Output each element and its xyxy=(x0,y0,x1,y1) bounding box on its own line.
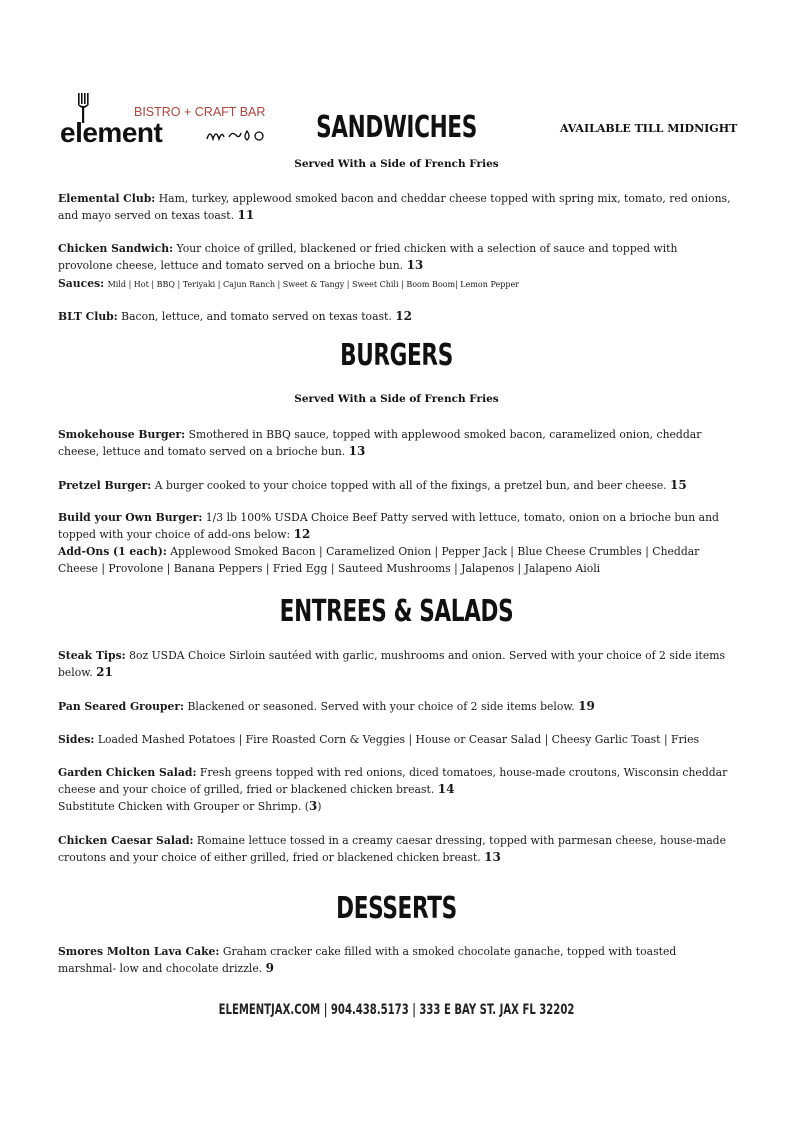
sides-list: Loaded Mashed Potatoes | Fire Roasted Corn & Veggies | House or Ceasar Salad | Cheesy Garlic Toast | Fries xyxy=(97,733,700,746)
item-description: Blackened or seasoned. Served with your choice of 2 side items below. xyxy=(187,700,575,713)
item-name: Pretzel Burger: xyxy=(58,479,152,492)
item-price: 19 xyxy=(578,699,595,713)
menu-item-smores-lava-cake xyxy=(58,943,733,977)
item-price: 13 xyxy=(484,850,501,864)
item-price: 13 xyxy=(406,258,424,272)
item-price: 9 xyxy=(265,961,274,975)
menu-item-pretzel-burger xyxy=(58,477,733,494)
menu-item-build-your-own-burger xyxy=(58,509,733,543)
item-name: Elemental Club: xyxy=(58,192,156,205)
addons-list: Applewood Smoked Bacon | Caramelized Onion | Pepper Jack | Blue Cheese Crumbles | Cheddar Cheese | Provolone | Banana Peppers | Fried Egg | Sauteed Mushrooms | Jalapenos | Jalapeno Aioli xyxy=(58,545,700,575)
item-description: Smothered in BBQ sauce, topped with applewood smoked bacon, caramelized onion, cheddar cheese, lettuce and tomato served on a brioche bun. xyxy=(58,428,702,458)
addons-line xyxy=(58,543,733,577)
item-price: 14 xyxy=(437,782,455,796)
substitute-note xyxy=(58,798,733,815)
sandwiches-title: SANDWICHES xyxy=(316,110,477,145)
item-description: 8oz USDA Choice Sirloin sautéed with garlic, mushrooms and onion. Served with your choice of 2 side items below. xyxy=(58,649,726,679)
substitute-text: Substitute Chicken with Grouper or Shrimp. ( xyxy=(58,800,309,813)
sides-label: Sides: xyxy=(58,733,95,746)
item-description: 1/3 lb 100% USDA Choice Beef Patty served with lettuce, tomato, onion on a brioche bun and topped with your choice of add-ons below: xyxy=(58,511,719,541)
item-description: Fresh greens topped with red onions, diced tomatoes, house-made croutons, Wisconsin cheddar cheese and your choice of grilled, fried or blackened chicken breast. xyxy=(58,766,728,796)
item-description: Bacon, lettuce, and tomato served on texas toast. xyxy=(121,310,392,323)
sauces-list: Mild | Hot | BBQ | Teriyaki | Cajun Ranch | Sweet & Tangy | Sweet Chili | Boom Boom| Lemon Pepper xyxy=(107,280,520,289)
item-price: 12 xyxy=(293,527,311,541)
item-price: 11 xyxy=(237,208,255,222)
footer-contact: ELEMENTJAX.COM | 904.438.5173 | 333 E BAY ST. JAX FL 32202 xyxy=(218,1002,575,1018)
item-name: Smores Molton Lava Cake: xyxy=(58,945,220,958)
menu-item-steak-tips xyxy=(58,647,733,681)
availability-note: AVAILABLE TILL MIDNIGHT xyxy=(560,122,738,135)
sauces-label: Sauces: xyxy=(58,277,105,290)
item-description: Ham, turkey, applewood smoked bacon and cheddar cheese topped with spring mix, tomato, red onions, and mayo served on texas toast. xyxy=(58,192,731,222)
sides-line xyxy=(58,731,733,748)
substitute-close: ) xyxy=(317,800,322,813)
item-price: 13 xyxy=(348,444,366,458)
item-name: BLT Club: xyxy=(58,310,118,323)
item-name: Smokehouse Burger: xyxy=(58,428,186,441)
menu-item-pan-seared-grouper xyxy=(58,698,733,715)
item-name: Garden Chicken Salad: xyxy=(58,766,197,779)
menu-item-blt-club xyxy=(58,308,733,325)
entrees-title: ENTREES & SALADS xyxy=(279,594,514,629)
item-name: Chicken Caesar Salad: xyxy=(58,834,194,847)
logo-wordmark: element xyxy=(60,117,163,148)
logo-tagline: BISTRO + CRAFT BAR xyxy=(134,105,266,119)
item-price: 21 xyxy=(96,665,113,679)
item-name: Steak Tips: xyxy=(58,649,126,662)
sandwiches-subtitle: Served With a Side of French Fries xyxy=(294,158,499,170)
menu-item-garden-chicken-salad xyxy=(58,764,733,798)
burgers-subtitle: Served With a Side of French Fries xyxy=(294,393,499,405)
item-description: Romaine lettuce tossed in a creamy caesar dressing, topped with parmesan cheese, house-made croutons and your choice of either grilled, fried or blackened chicken breast. xyxy=(58,834,726,864)
item-description: Your choice of grilled, blackened or fried chicken with a selection of sauce and topped with provolone cheese, lettuce and tomato served on a brioche bun. xyxy=(58,242,678,272)
menu-item-chicken-caesar-salad xyxy=(58,832,733,866)
item-name: Chicken Sandwich: xyxy=(58,242,174,255)
desserts-title: DESSERTS xyxy=(336,891,457,926)
burgers-title: BURGERS xyxy=(340,338,453,373)
menu-item-chicken-sandwich xyxy=(58,240,733,274)
item-name: Build your Own Burger: xyxy=(58,511,203,524)
item-name: Pan Seared Grouper: xyxy=(58,700,185,713)
addons-label: Add-Ons (1 each): xyxy=(58,545,167,558)
item-description: A burger cooked to your choice topped with all of the fixings, a pretzel bun, and beer cheese. xyxy=(154,479,667,492)
menu-item-elemental-club xyxy=(58,190,733,224)
menu-item-smokehouse-burger xyxy=(58,426,733,460)
item-description: Graham cracker cake filled with a smoked chocolate ganache, topped with toasted marshmal- low and chocolate drizzle. xyxy=(58,945,677,975)
substitute-price: 3 xyxy=(308,799,318,813)
sauces-line xyxy=(58,275,733,293)
item-price: 15 xyxy=(670,478,687,492)
item-price: 12 xyxy=(395,309,412,323)
